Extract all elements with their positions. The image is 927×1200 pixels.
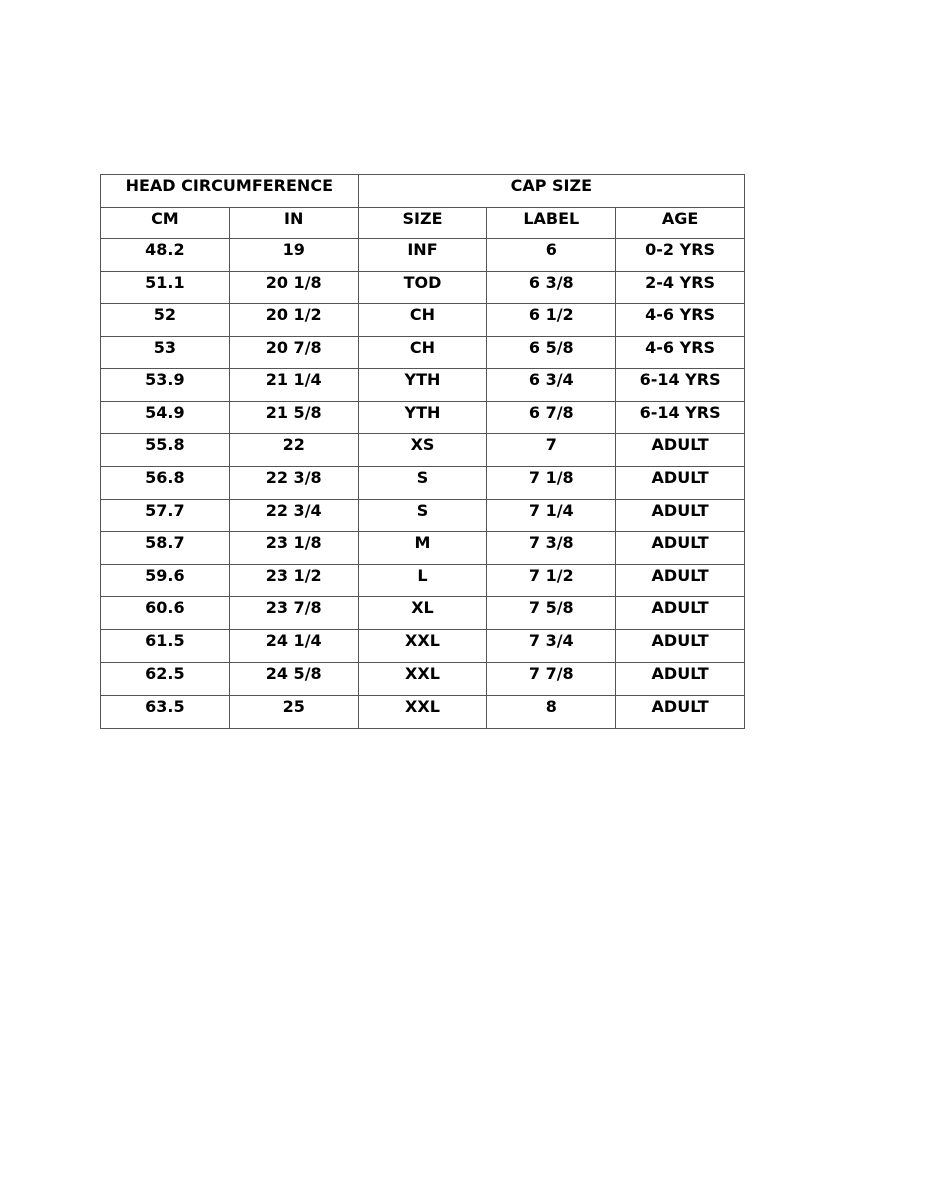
cell-age: ADULT xyxy=(616,500,745,532)
cell-age: ADULT xyxy=(616,630,745,663)
table-row xyxy=(101,369,745,402)
table-body xyxy=(101,175,745,729)
column-header-cm: CM xyxy=(101,208,230,239)
cell-size: L xyxy=(358,565,487,597)
cell-label: 6 xyxy=(487,239,616,272)
cell-size: CH xyxy=(358,304,487,337)
cell-size: XXL xyxy=(358,630,487,663)
cell-age: 4-6 YRS xyxy=(616,337,745,369)
cell-label: 7 7/8 xyxy=(487,663,616,696)
cell-size: XS xyxy=(358,434,487,467)
table-row xyxy=(101,272,745,304)
table-row xyxy=(101,467,745,500)
cell-cm: 55.8 xyxy=(101,434,230,467)
column-header-age: AGE xyxy=(616,208,745,239)
cell-label: 6 3/8 xyxy=(487,272,616,304)
cell-age: ADULT xyxy=(616,532,745,565)
cell-size: YTH xyxy=(358,402,487,434)
cell-cm: 60.6 xyxy=(101,597,230,630)
table-row xyxy=(101,696,745,729)
cell-label: 7 xyxy=(487,434,616,467)
cell-label: 7 3/4 xyxy=(487,630,616,663)
cell-in: 24 5/8 xyxy=(229,663,358,696)
column-header-in: IN xyxy=(229,208,358,239)
table-row xyxy=(101,565,745,597)
cell-size: XXL xyxy=(358,663,487,696)
cell-in: 19 xyxy=(229,239,358,272)
cell-label: 7 1/8 xyxy=(487,467,616,500)
cell-label: 8 xyxy=(487,696,616,729)
table-row xyxy=(101,337,745,369)
cell-age: ADULT xyxy=(616,434,745,467)
table-row xyxy=(101,402,745,434)
cell-in: 22 3/8 xyxy=(229,467,358,500)
cell-cm: 62.5 xyxy=(101,663,230,696)
cell-cm: 59.6 xyxy=(101,565,230,597)
cell-age: ADULT xyxy=(616,467,745,500)
column-header-label: LABEL xyxy=(487,208,616,239)
cell-in: 22 3/4 xyxy=(229,500,358,532)
cell-label: 6 7/8 xyxy=(487,402,616,434)
table-row xyxy=(101,434,745,467)
cell-label: 7 1/4 xyxy=(487,500,616,532)
table-row xyxy=(101,663,745,696)
head-circumference-header: HEAD CIRCUMFERENCE xyxy=(101,175,359,208)
cell-in: 20 1/8 xyxy=(229,272,358,304)
cell-in: 23 7/8 xyxy=(229,597,358,630)
cell-in: 20 1/2 xyxy=(229,304,358,337)
cell-size: S xyxy=(358,467,487,500)
table-row xyxy=(101,304,745,337)
cell-in: 23 1/2 xyxy=(229,565,358,597)
cell-size: M xyxy=(358,532,487,565)
table-row xyxy=(101,630,745,663)
cell-age: ADULT xyxy=(616,565,745,597)
cell-cm: 57.7 xyxy=(101,500,230,532)
cell-cm: 51.1 xyxy=(101,272,230,304)
cell-age: 6-14 YRS xyxy=(616,402,745,434)
cell-label: 6 3/4 xyxy=(487,369,616,402)
group-header-row xyxy=(101,175,745,208)
cell-label: 7 3/8 xyxy=(487,532,616,565)
cell-age: ADULT xyxy=(616,597,745,630)
cell-age: ADULT xyxy=(616,663,745,696)
cell-size: XL xyxy=(358,597,487,630)
cell-label: 6 1/2 xyxy=(487,304,616,337)
cell-cm: 63.5 xyxy=(101,696,230,729)
table-row xyxy=(101,239,745,272)
cell-age: ADULT xyxy=(616,696,745,729)
cell-size: TOD xyxy=(358,272,487,304)
cell-in: 23 1/8 xyxy=(229,532,358,565)
cell-cm: 56.8 xyxy=(101,467,230,500)
cell-cm: 61.5 xyxy=(101,630,230,663)
cell-size: CH xyxy=(358,337,487,369)
cell-in: 21 1/4 xyxy=(229,369,358,402)
cell-label: 6 5/8 xyxy=(487,337,616,369)
cell-age: 4-6 YRS xyxy=(616,304,745,337)
cell-label: 7 1/2 xyxy=(487,565,616,597)
cell-in: 20 7/8 xyxy=(229,337,358,369)
cell-cm: 53 xyxy=(101,337,230,369)
cell-cm: 58.7 xyxy=(101,532,230,565)
cell-age: 0-2 YRS xyxy=(616,239,745,272)
cell-in: 24 1/4 xyxy=(229,630,358,663)
cell-in: 25 xyxy=(229,696,358,729)
table-row xyxy=(101,500,745,532)
cell-label: 7 5/8 xyxy=(487,597,616,630)
cell-size: XXL xyxy=(358,696,487,729)
cell-cm: 48.2 xyxy=(101,239,230,272)
cap-size-header: CAP SIZE xyxy=(358,175,744,208)
cell-size: YTH xyxy=(358,369,487,402)
cell-cm: 54.9 xyxy=(101,402,230,434)
table-row xyxy=(101,597,745,630)
cell-age: 2-4 YRS xyxy=(616,272,745,304)
cell-in: 22 xyxy=(229,434,358,467)
cell-size: S xyxy=(358,500,487,532)
column-header-row xyxy=(101,208,745,239)
cell-cm: 53.9 xyxy=(101,369,230,402)
cell-cm: 52 xyxy=(101,304,230,337)
cell-age: 6-14 YRS xyxy=(616,369,745,402)
column-header-size: SIZE xyxy=(358,208,487,239)
cell-size: INF xyxy=(358,239,487,272)
cap-size-table xyxy=(100,174,745,729)
table-row xyxy=(101,532,745,565)
cell-in: 21 5/8 xyxy=(229,402,358,434)
